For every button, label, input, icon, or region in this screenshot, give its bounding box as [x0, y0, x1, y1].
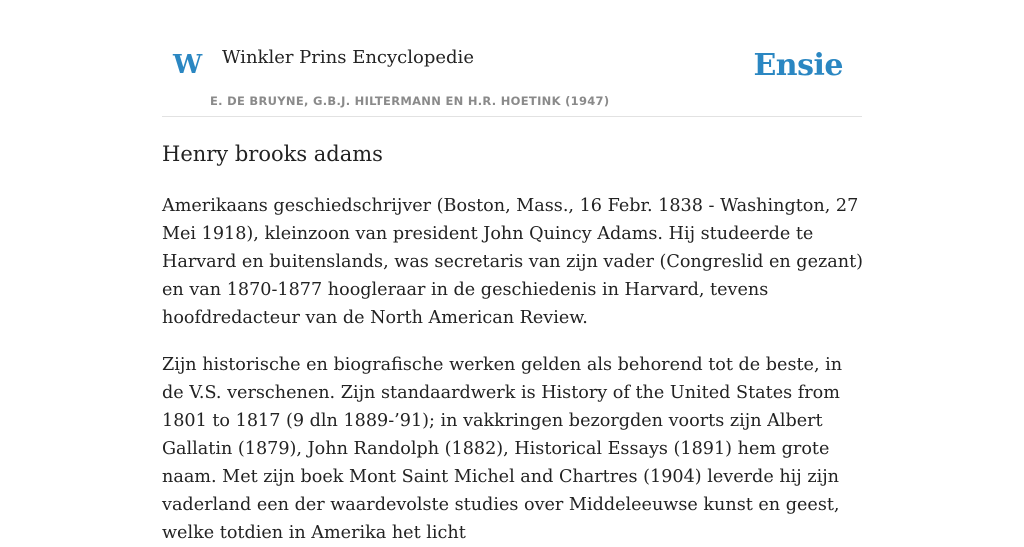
- publication-header: [162, 0, 862, 117]
- article-paragraph: Zijn historische en biografische werken gelden als behorend tot de beste, in de V.S. verschenen. Zijn standaardwerk is History of the United States from 1801 to 1817 (9 dln 1889-’91); in vakkringen bezorgden voorts zijn Albert Gallatin (1879), John Randolph (1882), Historical Essays (1891) hem grote naam. Met zijn boek Mont Saint Michel and Chartres (1904) leverde hij zijn vaderland een der waardevolste studies over Middeleeuwse kunst en geest, welke totdien in Amerika het licht: [162, 355, 843, 543]
- publication-authors: E. DE BRUYNE, G.B.J. HILTERMANN EN H.R. HOETINK (1947): [210, 94, 610, 108]
- article-title: Henry brooks adams: [162, 142, 383, 166]
- winkler-prins-logo[interactable]: W: [173, 50, 203, 80]
- ensie-logo[interactable]: Ensie: [753, 48, 843, 83]
- article: [162, 138, 868, 547]
- publication-title[interactable]: Winkler Prins Encyclopedie: [222, 47, 474, 68]
- article-paragraph: Amerikaans geschiedschrijver (Boston, Mass., 16 Febr. 1838 - Washington, 27 Mei 1918), kleinzoon van president John Quincy Adams. Hij studeerde te Harvard en buitenslands, was secretaris van zijn vader (Congreslid en gezant) en van 1870-1877 hoogleraar in de geschiedenis in Harvard, tevens hoofdredacteur van de North American Review.: [162, 196, 864, 328]
